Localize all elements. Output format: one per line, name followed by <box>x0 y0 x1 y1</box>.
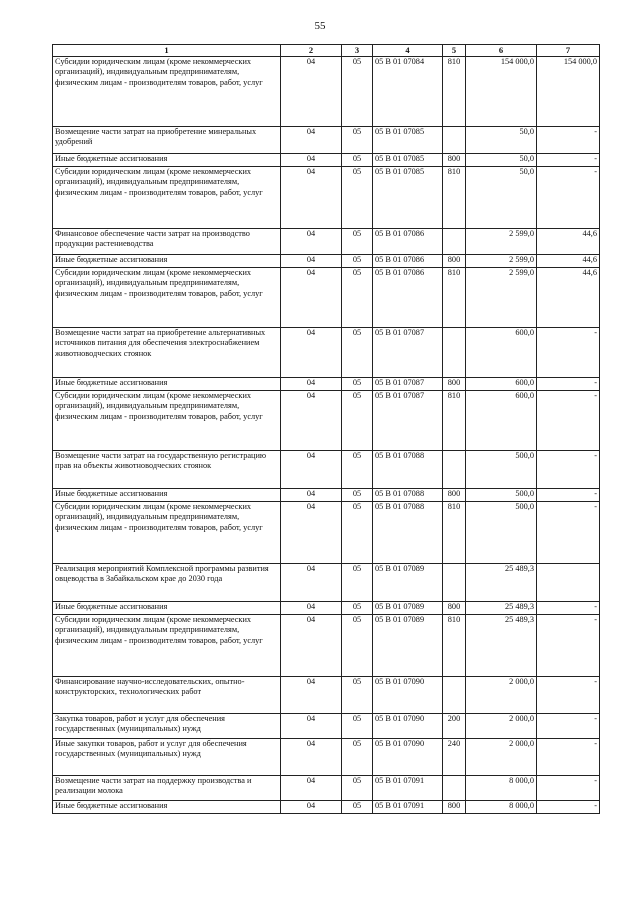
row-col7-cell: - <box>537 327 600 377</box>
row-subsection-cell: 05 <box>342 126 373 153</box>
row-col7-cell: - <box>537 153 600 166</box>
row-name-cell: Иные бюджетные ассигнования <box>53 153 281 166</box>
header-cell: 7 <box>537 45 600 57</box>
header-cell: 4 <box>373 45 443 57</box>
row-target-code-cell: 05 В 01 07090 <box>373 713 443 738</box>
row-target-code-cell: 05 В 01 07090 <box>373 676 443 713</box>
row-section-cell: 04 <box>281 228 342 254</box>
row-target-code-cell: 05 В 01 07087 <box>373 327 443 377</box>
row-expense-type-cell: 240 <box>443 738 466 775</box>
row-col7-cell: - <box>537 501 600 563</box>
row-name-cell: Субсидии юридическим лицам (кроме некоммерческих организаций), индивидуальным предпринимателям, физическим лицам - производителям товаров, работ, услуг <box>53 166 281 228</box>
row-amount-cell: 154 000,0 <box>466 56 537 126</box>
table-row <box>53 563 600 601</box>
row-section-cell: 04 <box>281 488 342 501</box>
row-expense-type-cell: 810 <box>443 267 466 327</box>
row-name-cell: Возмещение части затрат на приобретение минеральных удобрений <box>53 126 281 153</box>
header-cell: 2 <box>281 45 342 57</box>
row-name-cell: Финансирование научно-исследовательских, опытно-конструкторских, технологических работ <box>53 676 281 713</box>
row-section-cell: 04 <box>281 327 342 377</box>
row-col7-cell: 44,6 <box>537 228 600 254</box>
table-row <box>53 800 600 813</box>
table-row <box>53 153 600 166</box>
row-amount-cell: 50,0 <box>466 153 537 166</box>
row-name-cell: Субсидии юридическим лицам (кроме некоммерческих организаций), индивидуальным предпринимателям, физическим лицам - производителям товаров, работ, услуг <box>53 501 281 563</box>
row-section-cell: 04 <box>281 713 342 738</box>
row-expense-type-cell: 800 <box>443 800 466 813</box>
row-target-code-cell: 05 В 01 07089 <box>373 614 443 676</box>
row-subsection-cell: 05 <box>342 676 373 713</box>
row-amount-cell: 600,0 <box>466 390 537 450</box>
budget-table <box>52 44 600 814</box>
row-target-code-cell: 05 В 01 07089 <box>373 601 443 614</box>
row-amount-cell: 2 000,0 <box>466 738 537 775</box>
row-section-cell: 04 <box>281 166 342 228</box>
row-target-code-cell: 05 В 01 07087 <box>373 390 443 450</box>
row-col7-cell: - <box>537 126 600 153</box>
table-row <box>53 501 600 563</box>
table-row <box>53 327 600 377</box>
row-col7-cell: - <box>537 377 600 390</box>
row-name-cell: Закупка товаров, работ и услуг для обеспечения государственных (муниципальных) нужд <box>53 713 281 738</box>
row-section-cell: 04 <box>281 563 342 601</box>
row-expense-type-cell <box>443 450 466 488</box>
row-col7-cell: - <box>537 390 600 450</box>
table-row <box>53 614 600 676</box>
row-name-cell: Субсидии юридическим лицам (кроме некоммерческих организаций), индивидуальным предпринимателям, физическим лицам - производителям товаров, работ, услуг <box>53 56 281 126</box>
row-expense-type-cell: 200 <box>443 713 466 738</box>
header-cell: 1 <box>53 45 281 57</box>
row-target-code-cell: 05 В 01 07086 <box>373 267 443 327</box>
row-amount-cell: 2 599,0 <box>466 254 537 267</box>
row-target-code-cell: 05 В 01 07091 <box>373 800 443 813</box>
row-name-cell: Субсидии юридическим лицам (кроме некоммерческих организаций), индивидуальным предпринимателям, физическим лицам - производителям товаров, работ, услуг <box>53 614 281 676</box>
row-expense-type-cell: 810 <box>443 390 466 450</box>
row-subsection-cell: 05 <box>342 450 373 488</box>
row-section-cell: 04 <box>281 601 342 614</box>
row-expense-type-cell: 800 <box>443 153 466 166</box>
row-amount-cell: 500,0 <box>466 488 537 501</box>
row-expense-type-cell <box>443 563 466 601</box>
row-expense-type-cell: 800 <box>443 377 466 390</box>
row-amount-cell: 2 599,0 <box>466 228 537 254</box>
row-subsection-cell: 05 <box>342 254 373 267</box>
row-expense-type-cell: 800 <box>443 601 466 614</box>
row-target-code-cell: 05 В 01 07086 <box>373 228 443 254</box>
row-col7-cell <box>537 563 600 601</box>
row-expense-type-cell <box>443 228 466 254</box>
row-subsection-cell: 05 <box>342 738 373 775</box>
row-amount-cell: 50,0 <box>466 166 537 228</box>
row-target-code-cell: 05 В 01 07085 <box>373 126 443 153</box>
row-amount-cell: 25 489,3 <box>466 614 537 676</box>
row-section-cell: 04 <box>281 267 342 327</box>
row-amount-cell: 500,0 <box>466 501 537 563</box>
table-row <box>53 450 600 488</box>
row-amount-cell: 25 489,3 <box>466 563 537 601</box>
row-amount-cell: 2 000,0 <box>466 676 537 713</box>
row-amount-cell: 8 000,0 <box>466 775 537 800</box>
row-section-cell: 04 <box>281 676 342 713</box>
row-target-code-cell: 05 В 01 07085 <box>373 166 443 228</box>
page-number: 55 <box>314 20 326 32</box>
table-row <box>53 126 600 153</box>
row-target-code-cell: 05 В 01 07084 <box>373 56 443 126</box>
row-col7-cell: - <box>537 738 600 775</box>
table-row <box>53 488 600 501</box>
table-row <box>53 267 600 327</box>
row-subsection-cell: 05 <box>342 166 373 228</box>
row-name-cell: Возмещение части затрат на государственную регистрацию прав на объекты животноводческих стоянок <box>53 450 281 488</box>
row-subsection-cell: 05 <box>342 488 373 501</box>
row-expense-type-cell: 800 <box>443 488 466 501</box>
table-row <box>53 390 600 450</box>
row-subsection-cell: 05 <box>342 327 373 377</box>
row-col7-cell: - <box>537 166 600 228</box>
row-target-code-cell: 05 В 01 07088 <box>373 501 443 563</box>
row-expense-type-cell: 810 <box>443 614 466 676</box>
table-row <box>53 254 600 267</box>
row-subsection-cell: 05 <box>342 775 373 800</box>
row-subsection-cell: 05 <box>342 390 373 450</box>
row-subsection-cell: 05 <box>342 713 373 738</box>
header-cell: 3 <box>342 45 373 57</box>
row-target-code-cell: 05 В 01 07090 <box>373 738 443 775</box>
row-target-code-cell: 05 В 01 07088 <box>373 450 443 488</box>
table-row <box>53 601 600 614</box>
row-target-code-cell: 05 В 01 07085 <box>373 153 443 166</box>
row-section-cell: 04 <box>281 800 342 813</box>
row-target-code-cell: 05 В 01 07089 <box>373 563 443 601</box>
row-col7-cell: - <box>537 488 600 501</box>
row-name-cell: Иные бюджетные ассигнования <box>53 377 281 390</box>
row-col7-cell: 154 000,0 <box>537 56 600 126</box>
row-expense-type-cell <box>443 775 466 800</box>
row-section-cell: 04 <box>281 775 342 800</box>
row-target-code-cell: 05 В 01 07091 <box>373 775 443 800</box>
table-row <box>53 56 600 126</box>
table-row <box>53 738 600 775</box>
row-section-cell: 04 <box>281 450 342 488</box>
row-amount-cell: 500,0 <box>466 450 537 488</box>
row-name-cell: Иные бюджетные ассигнования <box>53 601 281 614</box>
header-cell: 5 <box>443 45 466 57</box>
row-expense-type-cell: 810 <box>443 56 466 126</box>
row-subsection-cell: 05 <box>342 153 373 166</box>
row-expense-type-cell: 800 <box>443 254 466 267</box>
table-row <box>53 377 600 390</box>
table-row <box>53 676 600 713</box>
row-expense-type-cell <box>443 327 466 377</box>
row-section-cell: 04 <box>281 153 342 166</box>
row-section-cell: 04 <box>281 254 342 267</box>
row-subsection-cell: 05 <box>342 267 373 327</box>
row-subsection-cell: 05 <box>342 377 373 390</box>
row-expense-type-cell: 810 <box>443 501 466 563</box>
row-name-cell: Субсидии юридическим лицам (кроме некоммерческих организаций), индивидуальным предпринимателям, физическим лицам - производителям товаров, работ, услуг <box>53 267 281 327</box>
row-subsection-cell: 05 <box>342 563 373 601</box>
table-row <box>53 713 600 738</box>
row-expense-type-cell: 810 <box>443 166 466 228</box>
row-section-cell: 04 <box>281 126 342 153</box>
row-subsection-cell: 05 <box>342 614 373 676</box>
row-name-cell: Реализация мероприятий Комплексной программы развития овцеводства в Забайкальском крае до 2030 года <box>53 563 281 601</box>
row-subsection-cell: 05 <box>342 56 373 126</box>
table-row <box>53 228 600 254</box>
row-name-cell: Иные закупки товаров, работ и услуг для обеспечения государственных (муниципальных) нужд <box>53 738 281 775</box>
row-name-cell: Иные бюджетные ассигнования <box>53 254 281 267</box>
row-col7-cell: 44,6 <box>537 254 600 267</box>
row-subsection-cell: 05 <box>342 601 373 614</box>
table-row <box>53 166 600 228</box>
row-section-cell: 04 <box>281 56 342 126</box>
row-name-cell: Субсидии юридическим лицам (кроме некоммерческих организаций), индивидуальным предпринимателям, физическим лицам - производителям товаров, работ, услуг <box>53 390 281 450</box>
header-row <box>53 45 600 57</box>
row-name-cell: Иные бюджетные ассигнования <box>53 800 281 813</box>
row-amount-cell: 8 000,0 <box>466 800 537 813</box>
row-target-code-cell: 05 В 01 07086 <box>373 254 443 267</box>
row-amount-cell: 2 599,0 <box>466 267 537 327</box>
row-amount-cell: 50,0 <box>466 126 537 153</box>
row-name-cell: Иные бюджетные ассигнования <box>53 488 281 501</box>
table-row <box>53 775 600 800</box>
row-amount-cell: 25 489,3 <box>466 601 537 614</box>
row-section-cell: 04 <box>281 614 342 676</box>
row-amount-cell: 600,0 <box>466 377 537 390</box>
row-amount-cell: 2 000,0 <box>466 713 537 738</box>
row-col7-cell: - <box>537 775 600 800</box>
row-col7-cell: - <box>537 614 600 676</box>
row-name-cell: Возмещение части затрат на поддержку производства и реализации молока <box>53 775 281 800</box>
row-col7-cell: - <box>537 800 600 813</box>
row-target-code-cell: 05 В 01 07087 <box>373 377 443 390</box>
row-target-code-cell: 05 В 01 07088 <box>373 488 443 501</box>
row-col7-cell: - <box>537 676 600 713</box>
row-col7-cell: - <box>537 450 600 488</box>
row-subsection-cell: 05 <box>342 800 373 813</box>
row-section-cell: 04 <box>281 501 342 563</box>
row-subsection-cell: 05 <box>342 228 373 254</box>
row-name-cell: Возмещение части затрат на приобретение альтернативных источников питания для обеспечения электроснабжением животноводческих стоянок <box>53 327 281 377</box>
row-section-cell: 04 <box>281 738 342 775</box>
row-name-cell: Финансовое обеспечение части затрат на производство продукции растениеводства <box>53 228 281 254</box>
row-amount-cell: 600,0 <box>466 327 537 377</box>
row-col7-cell: - <box>537 601 600 614</box>
header-cell: 6 <box>466 45 537 57</box>
row-section-cell: 04 <box>281 390 342 450</box>
row-expense-type-cell <box>443 676 466 713</box>
row-col7-cell: 44,6 <box>537 267 600 327</box>
row-section-cell: 04 <box>281 377 342 390</box>
row-subsection-cell: 05 <box>342 501 373 563</box>
row-expense-type-cell <box>443 126 466 153</box>
row-col7-cell: - <box>537 713 600 738</box>
